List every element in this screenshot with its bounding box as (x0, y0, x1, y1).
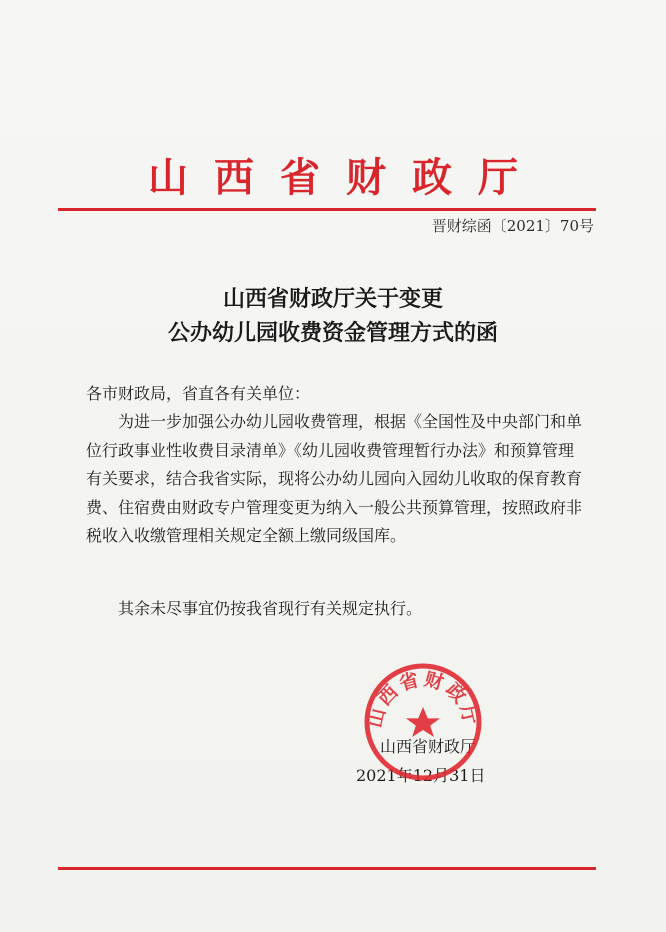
salutation: 各市财政局，省直各有关单位： (86, 384, 311, 403)
body-paragraph-2: 其余未尽事宜仍按我省现行有关规定执行。 (118, 599, 423, 618)
document-title-line2: 公办幼儿园收费资金管理方式的函 (167, 320, 498, 346)
issuer-header: 山西省财政厅 (148, 154, 544, 201)
official-seal-icon (362, 661, 484, 783)
body-paragraph-1: 为进一步加强公办幼儿园收费管理，根据《全国性及中央部门和单位行政事业性收费目录清单》《幼儿园收费管理暂行办法》和预算管理有关要求，结合我省实际，现将公办幼儿园向入园幼儿收取的保育教育费、住宿费由财政专户管理变更为纳入一般公共预算管理，按照政府非税收入收缴管理相关规定全额上缴同级国库。 (86, 412, 583, 545)
document-number: 晋财综函〔2021〕70号 (431, 217, 594, 235)
header-red-rule (58, 208, 596, 211)
svg-text:山西省财政厅: 山西省财政厅 (364, 668, 482, 730)
footer-red-rule (58, 867, 596, 870)
signature-org: 山西省财政厅 (380, 737, 477, 756)
document-title-line1: 山西省财政厅关于变更 (222, 286, 443, 312)
signature-date: 2021年12月31日 (356, 766, 486, 785)
